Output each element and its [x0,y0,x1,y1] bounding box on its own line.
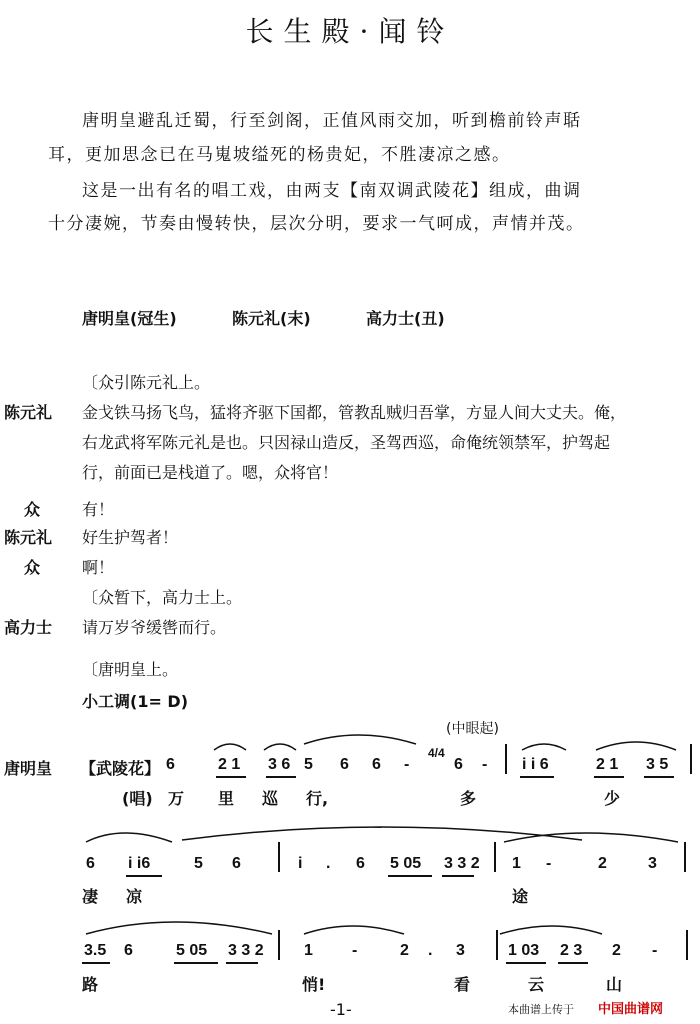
page-number: -1- [330,1000,352,1019]
speaker-label: 高力士 [4,618,53,637]
speaker-label: 陈元礼 [4,528,53,547]
note: 3 6 [268,756,291,773]
underline [644,776,674,778]
note: 6 [124,942,133,959]
underline [266,776,296,778]
barline [494,842,496,872]
key-signature: 小工调(1= D) [82,692,189,711]
underline [594,776,624,778]
note: 6 [340,756,349,773]
note: - [546,855,552,872]
note: 3 3 2 [444,855,480,872]
lyric: 行, [306,789,329,808]
intro-line: 耳，更加思念已在马嵬坡缢死的杨贵妃，不胜凄凉之感。 [48,145,511,165]
dialogue-line: 好生护驾者！ [82,528,179,547]
note: 2 [612,942,621,959]
dialogue-line: 请万岁爷缓辔而行。 [82,618,227,637]
dialogue-line: 有！ [82,500,115,519]
role-tang: 唐明皇(冠生) [82,309,177,328]
underline [126,875,162,877]
note: 2 1 [218,756,241,773]
underline [216,776,246,778]
note: 6 [372,756,381,773]
underline [558,962,588,964]
note: 1 [304,942,313,959]
lyric: 看 [454,975,471,994]
lyric: 凉 [126,887,143,906]
note: 3 3 2 [228,942,264,959]
note: . [428,942,433,959]
stage-direction: 〔唐明皇上。 [82,660,179,679]
note: 6 [356,855,365,872]
barline [690,744,692,774]
barline [278,930,280,960]
note: 2 [400,942,409,959]
tune-name: 【武陵花】 [80,759,161,778]
lyric: 云 [528,975,545,994]
dialogue-line: 右龙武将军陈元礼是也。只因禄山造反，圣驾西巡，命俺统领禁军，护驾起 [82,433,611,452]
speaker-label: 众 [24,558,41,577]
underline [506,962,546,964]
note: 3 [456,942,465,959]
note: 2 1 [596,756,619,773]
role-chen: 陈元礼(末) [232,309,311,328]
underline [520,776,554,778]
note: 2 3 [560,942,583,959]
note: 6 [166,756,175,773]
underline [82,962,110,964]
note: 1 [512,855,521,872]
role-gao: 高力士(丑) [366,309,445,328]
underline [174,962,218,964]
slur [300,730,420,746]
note: 3.5 [84,942,107,959]
note: . [326,855,331,872]
barline [278,842,280,872]
underline [442,875,474,877]
barline [686,930,688,960]
barline [496,930,498,960]
sing-mark: (唱) [122,789,153,808]
note: - [352,942,358,959]
speaker-label: 陈元礼 [4,403,53,422]
slur [82,820,682,844]
intro-line: 这是一出有名的唱工戏，由两支【南双调武陵花】组成，曲调 [82,181,582,201]
note: 5 05 [390,855,422,872]
note: 5 05 [176,942,208,959]
source-note: 本曲谱上传于 [508,1003,574,1016]
intro-line: 唐明皇避乱迁蜀，行至剑阁，正值风雨交加，听到檐前铃声聒 [82,111,582,131]
note: 5 [194,855,203,872]
note: i i6 [128,855,151,872]
note: i i 6 [522,756,549,773]
lyric: 途 [512,887,529,906]
underline [388,875,432,877]
lyric: 悄! [302,975,326,994]
note: 2 [598,855,607,872]
slur [212,738,302,752]
stage-direction: 〔众引陈元礼上。 [82,373,211,392]
lyric: 多 [460,789,477,808]
time-signature: 4/4 [428,746,445,760]
lyric: 凄 [82,887,99,906]
lyric: 巡 [262,789,279,808]
lyric: 少 [604,789,621,808]
intro-line: 十分凄婉，节奏由慢转快，层次分明，要求一气呵成，声情并茂。 [48,214,585,234]
note: i [298,855,303,872]
note: 3 5 [646,756,669,773]
dialogue-line: 金戈铁马扬飞鸟，猛将齐驱下国都，管教乱贼归吾掌，方显人间大丈夫。俺， [82,403,627,422]
stage-direction: 〔众暂下，高力士上。 [82,588,243,607]
slur [82,912,682,936]
note: - [652,942,658,959]
lyric: 山 [606,975,623,994]
barline [505,744,507,774]
speaker-label: 众 [24,500,41,519]
note: - [404,756,410,773]
note: 6 [454,756,463,773]
note: 5 [304,756,313,773]
note: 6 [86,855,95,872]
tempo-mark: (中眼起) [446,721,499,737]
slur [520,736,680,752]
lyric: 里 [218,789,235,808]
lyric: 万 [168,789,185,808]
note: 1 03 [508,942,540,959]
note: 3 [648,855,657,872]
underline [226,962,258,964]
dialogue-line: 啊！ [82,558,115,577]
page-title: 长生殿·闻铃 [245,15,455,48]
dialogue-line: 行，前面已是栈道了。嗯，众将官！ [82,463,339,482]
note: 6 [232,855,241,872]
lyric: 路 [82,975,99,994]
singer-label: 唐明皇 [4,759,53,778]
note: - [482,756,488,773]
site-logo[interactable]: 中国曲谱网 [598,1002,664,1017]
barline [684,842,686,872]
